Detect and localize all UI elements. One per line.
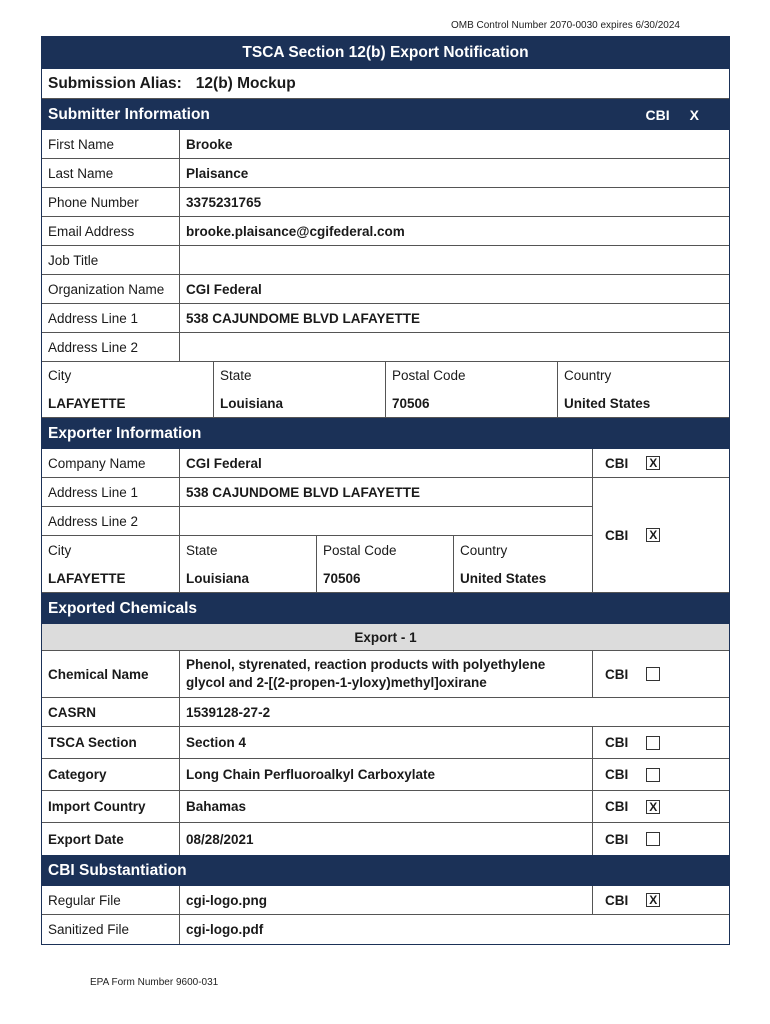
export-date-row	[42, 823, 729, 855]
regular-file-cbi	[593, 886, 729, 914]
export-date-field[interactable]: 08/28/2021	[180, 823, 593, 855]
exporter-cbi-column	[593, 449, 729, 592]
country-field[interactable]: United States	[564, 395, 651, 411]
submitter-location-row	[42, 362, 729, 418]
cbi-checkbox[interactable]: X	[646, 528, 660, 542]
sanitized-file-field[interactable]: cgi-logo.pdf	[186, 922, 264, 937]
field-label: Export Date	[42, 823, 180, 855]
cbi-label: CBI	[605, 767, 629, 782]
address-cbi	[593, 478, 729, 592]
cbi-checkbox[interactable]	[646, 768, 660, 782]
chemical-name-line1: Phenol, styrenated, reaction products with polyethylene	[186, 657, 546, 672]
country-label: Country	[564, 368, 612, 384]
cbi-label: CBI	[645, 106, 670, 123]
section-title: Exported Chemicals	[48, 599, 198, 617]
city-cell	[42, 362, 214, 417]
submitter-address2-row	[42, 333, 729, 362]
cbi-label: CBI	[605, 735, 629, 750]
address-line2-field[interactable]	[180, 333, 729, 361]
postal-field[interactable]: 70506	[392, 395, 430, 411]
export-subheader: Export - 1	[42, 624, 729, 651]
submitter-address1-row	[42, 304, 729, 333]
cbi-label: CBI	[605, 455, 629, 471]
state-label: State	[220, 368, 252, 384]
alias-label: Submission Alias:	[48, 74, 182, 92]
import-country-row	[42, 791, 729, 823]
country-cell	[558, 362, 729, 417]
submitter-job-title-row	[42, 246, 729, 275]
city-field[interactable]: LAFAYETTE	[48, 570, 126, 586]
export-notification-form	[41, 36, 730, 945]
exporter-address2-row	[42, 507, 592, 536]
cbi-checkbox[interactable]	[646, 832, 660, 846]
chemicals-section-header	[42, 593, 729, 624]
field-label: Organization Name	[42, 275, 180, 303]
cbi-checkbox[interactable]: X	[689, 106, 699, 123]
postal-cell	[317, 536, 454, 592]
city-cell	[42, 536, 180, 592]
submitter-section-header	[42, 99, 729, 130]
submitter-email-row	[42, 217, 729, 246]
address-line1-field[interactable]: 538 CAJUNDOME BLVD LAFAYETTE	[186, 484, 421, 500]
city-label: City	[48, 542, 72, 558]
cbi-checkbox[interactable]: X	[646, 893, 660, 907]
city-label: City	[48, 368, 72, 384]
export-date-cbi	[593, 823, 729, 855]
cbi-label: CBI	[605, 666, 629, 682]
field-label: CASRN	[42, 698, 180, 726]
address-line2-field[interactable]	[180, 507, 592, 535]
postal-label: Postal Code	[323, 542, 397, 558]
section-title: CBI Substantiation	[48, 861, 187, 879]
submitter-first-name-row	[42, 130, 729, 159]
regular-file-field[interactable]: cgi-logo.png	[180, 886, 593, 914]
casrn-row	[42, 698, 729, 727]
import-country-field[interactable]: Bahamas	[180, 791, 593, 822]
chemical-name-line2: glycol and 2-[(2-propen-1-yloxy)methyl]oxirane	[186, 675, 487, 690]
postal-field[interactable]: 70506	[323, 570, 361, 586]
state-label: State	[186, 542, 218, 558]
email-field[interactable]: brooke.plaisance@cgifederal.com	[186, 223, 405, 239]
category-row	[42, 759, 729, 791]
field-label: Category	[42, 759, 180, 790]
submission-alias	[42, 69, 729, 99]
exporter-block	[42, 449, 729, 593]
submitter-organization-row	[42, 275, 729, 304]
chemical-name-row	[42, 651, 729, 698]
tsca-section-cbi	[593, 727, 729, 758]
cbi-checkbox[interactable]: X	[646, 456, 660, 470]
cbi-label: CBI	[605, 799, 629, 814]
field-label: Regular File	[42, 886, 180, 914]
state-field[interactable]: Louisiana	[220, 395, 284, 411]
field-label: Chemical Name	[42, 651, 180, 697]
organization-field[interactable]: CGI Federal	[186, 281, 262, 297]
section-title: Submitter Information	[48, 105, 210, 123]
field-label: Email Address	[42, 217, 180, 245]
exporter-location-row	[42, 536, 592, 592]
cbi-label: CBI	[605, 831, 629, 847]
job-title-field[interactable]	[180, 246, 729, 274]
submitter-phone-row	[42, 188, 729, 217]
field-label: Phone Number	[42, 188, 180, 216]
exporter-section-header	[42, 418, 729, 449]
casrn-field[interactable]: 1539128-27-2	[186, 704, 271, 720]
state-field[interactable]: Louisiana	[186, 570, 250, 586]
regular-file-row	[42, 886, 729, 915]
address-line1-field[interactable]: 538 CAJUNDOME BLVD LAFAYETTE	[186, 310, 421, 326]
omb-control-number: OMB Control Number 2070-0030 expires 6/30/2024	[450, 20, 680, 31]
category-field[interactable]: Long Chain Perfluoroalkyl Carboxylate	[180, 759, 593, 790]
sanitized-file-row	[42, 915, 729, 944]
chemical-name-field[interactable]	[180, 651, 593, 697]
tsca-section-row	[42, 727, 729, 759]
postal-label: Postal Code	[392, 368, 466, 384]
alias-value[interactable]: 12(b) Mockup	[195, 74, 296, 92]
section-title: Exporter Information	[48, 424, 202, 442]
field-label: Address Line 2	[42, 333, 180, 361]
field-label: Last Name	[42, 159, 180, 187]
field-label: First Name	[42, 130, 180, 158]
phone-field[interactable]: 3375231765	[186, 194, 262, 210]
cbi-label: CBI	[605, 892, 629, 908]
category-cbi	[593, 759, 729, 790]
country-field[interactable]: United States	[460, 570, 547, 586]
postal-cell	[386, 362, 558, 417]
epa-form-number: EPA Form Number 9600-031	[90, 977, 219, 988]
field-label: Job Title	[42, 246, 180, 274]
submitter-cbi	[646, 107, 699, 123]
cbi-label: CBI	[605, 527, 629, 543]
field-label: Company Name	[42, 449, 180, 477]
exporter-fields	[42, 449, 593, 592]
company-cbi	[593, 449, 729, 478]
cbi-checkbox[interactable]: X	[646, 800, 660, 814]
company-name-field[interactable]: CGI Federal	[186, 455, 262, 471]
chemical-name-cbi	[593, 651, 729, 697]
city-field[interactable]: LAFAYETTE	[48, 395, 126, 411]
exporter-address1-row	[42, 478, 592, 507]
cbi-checkbox[interactable]	[646, 667, 660, 681]
first-name-field[interactable]: Brooke	[186, 136, 233, 152]
form-title: TSCA Section 12(b) Export Notification	[42, 37, 729, 69]
exporter-company-row	[42, 449, 592, 478]
import-country-cbi	[593, 791, 729, 822]
state-cell	[214, 362, 386, 417]
field-label: TSCA Section	[42, 727, 180, 758]
country-cell	[454, 536, 592, 592]
field-label: Address Line 1	[42, 304, 180, 332]
field-label: Sanitized File	[42, 915, 180, 944]
last-name-field[interactable]: Plaisance	[186, 165, 249, 181]
cbi-checkbox[interactable]	[646, 736, 660, 750]
field-label: Import Country	[42, 791, 180, 822]
tsca-section-field[interactable]: Section 4	[180, 727, 593, 758]
field-label: Address Line 2	[42, 507, 180, 535]
submitter-last-name-row	[42, 159, 729, 188]
country-label: Country	[460, 542, 508, 558]
field-label: Address Line 1	[42, 478, 180, 506]
state-cell	[180, 536, 317, 592]
cbi-substantiation-header	[42, 855, 729, 886]
